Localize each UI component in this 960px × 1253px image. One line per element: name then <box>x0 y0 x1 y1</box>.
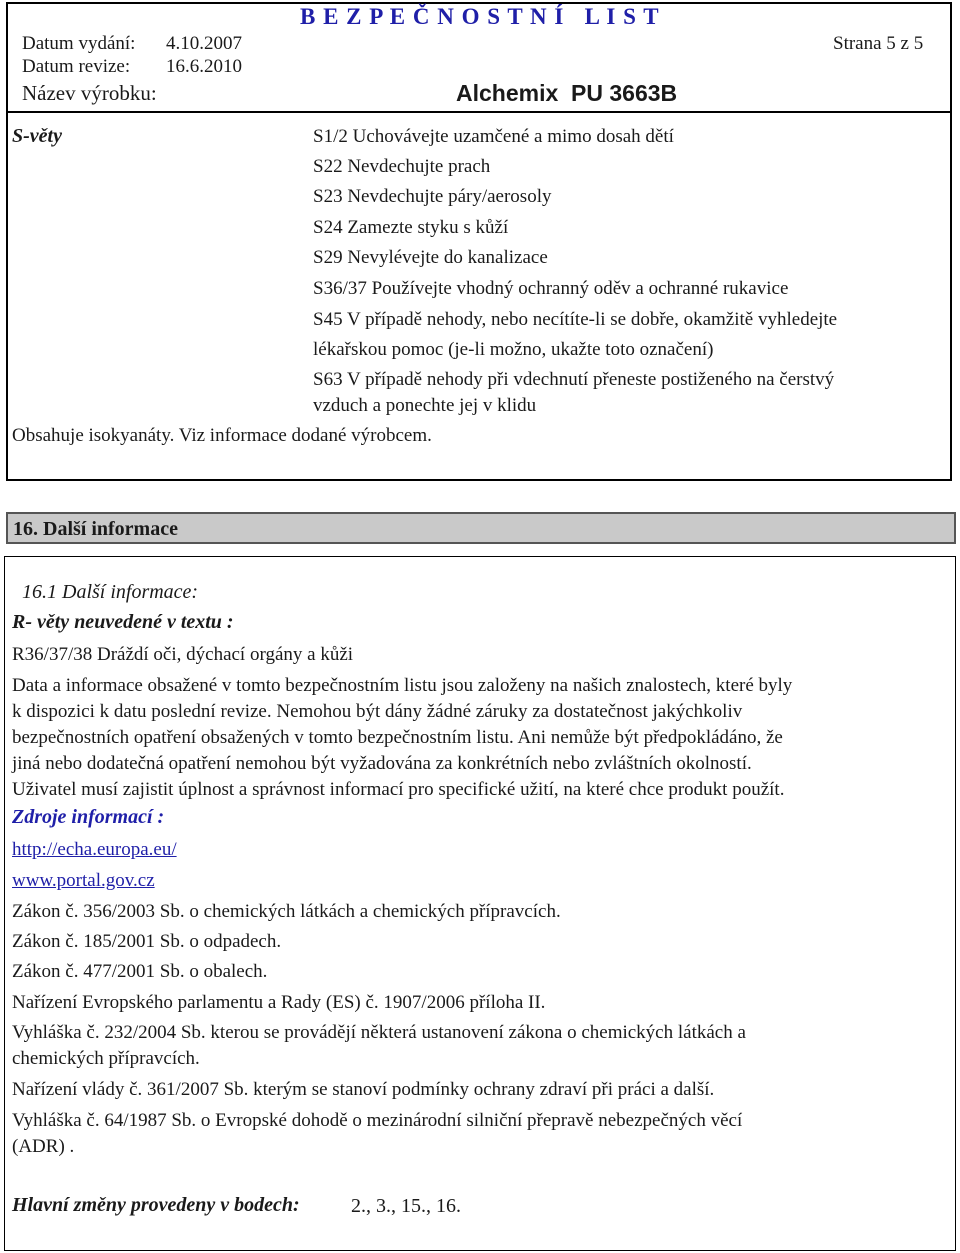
s-phrase-line: S36/37 Používejte vhodný ochranný oděv a ochranné rukavice <box>313 278 789 299</box>
reference-line: Nařízení vlády č. 361/2007 Sb. kterým se stanoví podmínky ochrany zdraví při práci a další. <box>12 1079 715 1100</box>
issue-date-label: Datum vydání: <box>22 33 136 54</box>
reference-line: Vyhláška č. 64/1987 Sb. o Evropské dohodě o mezinárodní silniční přepravě nebezpečných věcí <box>12 1110 743 1131</box>
product-name: Alchemix PU 3663B <box>456 80 678 106</box>
r-phrases-text: R36/37/38 Dráždí oči, dýchací orgány a kůži <box>12 644 354 665</box>
reference-line: (ADR) . <box>12 1136 75 1157</box>
s-phrases-note: Obsahuje isokyanáty. Viz informace dodané výrobcem. <box>12 425 432 446</box>
disclaimer-line: Data a informace obsažené v tomto bezpečnostním listu jsou založeny na našich znalostech, které byly <box>12 675 793 696</box>
disclaimer-line: bezpečnostních opatření obsažených v tomto bezpečnostním listu. Ani nemůže být předpokládáno, že <box>12 727 783 748</box>
reference-line: Zákon č. 477/2001 Sb. o obalech. <box>12 961 268 982</box>
section-16-1-subheading: 16.1 Další informace: <box>22 581 199 603</box>
reference-line: Vyhláška č. 232/2004 Sb. kterou se provádějí některá ustanovení zákona o chemických látkách a <box>12 1022 746 1043</box>
reference-line: chemických přípravcích. <box>12 1048 200 1069</box>
r-phrases-label: R- věty neuvedené v textu : <box>12 611 234 633</box>
s-phrase-line: S23 Nevdechujte páry/aerosoly <box>313 186 552 207</box>
document-title: B E Z P E Č N O S T N Í L I S T <box>300 4 660 29</box>
s-phrase-line: S22 Nevdechujte prach <box>313 156 491 177</box>
issue-date: 4.10.2007 <box>166 33 242 54</box>
s-phrase-line: lékařskou pomoc (je-li možno, ukažte toto označení) <box>313 339 714 360</box>
section-16-heading: 16. Další informace <box>13 518 178 540</box>
s-phrase-line: S1/2 Uchovávejte uzamčené a mimo dosah dětí <box>313 126 674 147</box>
portal-link[interactable]: www.portal.gov.cz <box>12 870 155 891</box>
s-phrase-line: S24 Zamezte styku s kůží <box>313 217 509 238</box>
disclaimer-line: k dispozici k datu poslední revize. Nemohou být dány žádné záruky za dostatečnost jakýchkoliv <box>12 701 743 722</box>
s-phrase-line: vzduch a ponechte jej v klidu <box>313 395 537 416</box>
s-phrase-line: S63 V případě nehody při vdechnutí přeneste postiženého na čerstvý <box>313 369 835 390</box>
s-phrase-line: S45 V případě nehody, nebo necítíte-li se dobře, okamžitě vyhledejte <box>313 309 838 330</box>
s-phrase-line: S29 Nevylévejte do kanalizace <box>313 247 548 268</box>
disclaimer-line: Uživatel musí zajistit úplnost a správnost informací pro specifické užití, na které chce produkt použít. <box>12 779 785 800</box>
echa-link[interactable]: http://echa.europa.eu/ <box>12 839 177 860</box>
product-label: Název výrobku: <box>22 81 157 105</box>
revision-date: 16.6.2010 <box>166 56 242 77</box>
revision-date-label: Datum revize: <box>22 56 131 77</box>
reference-line: Nařízení Evropského parlamentu a Rady (ES) č. 1907/2006 příloha II. <box>12 992 546 1013</box>
page-number: Strana 5 z 5 <box>833 33 924 54</box>
changes-value: 2., 3., 15., 16. <box>351 1195 461 1217</box>
reference-line: Zákon č. 356/2003 Sb. o chemických látkách a chemických přípravcích. <box>12 901 561 922</box>
changes-label: Hlavní změny provedeny v bodech: <box>12 1194 300 1216</box>
sources-label: Zdroje informací : <box>12 806 165 828</box>
s-phrases-label: S-věty <box>12 125 62 147</box>
reference-line: Zákon č. 185/2001 Sb. o odpadech. <box>12 931 282 952</box>
disclaimer-line: jiná nebo dodatečná opatření nemohou být vyžadována za konkrétních nebo zvláštních okolností. <box>12 753 752 774</box>
